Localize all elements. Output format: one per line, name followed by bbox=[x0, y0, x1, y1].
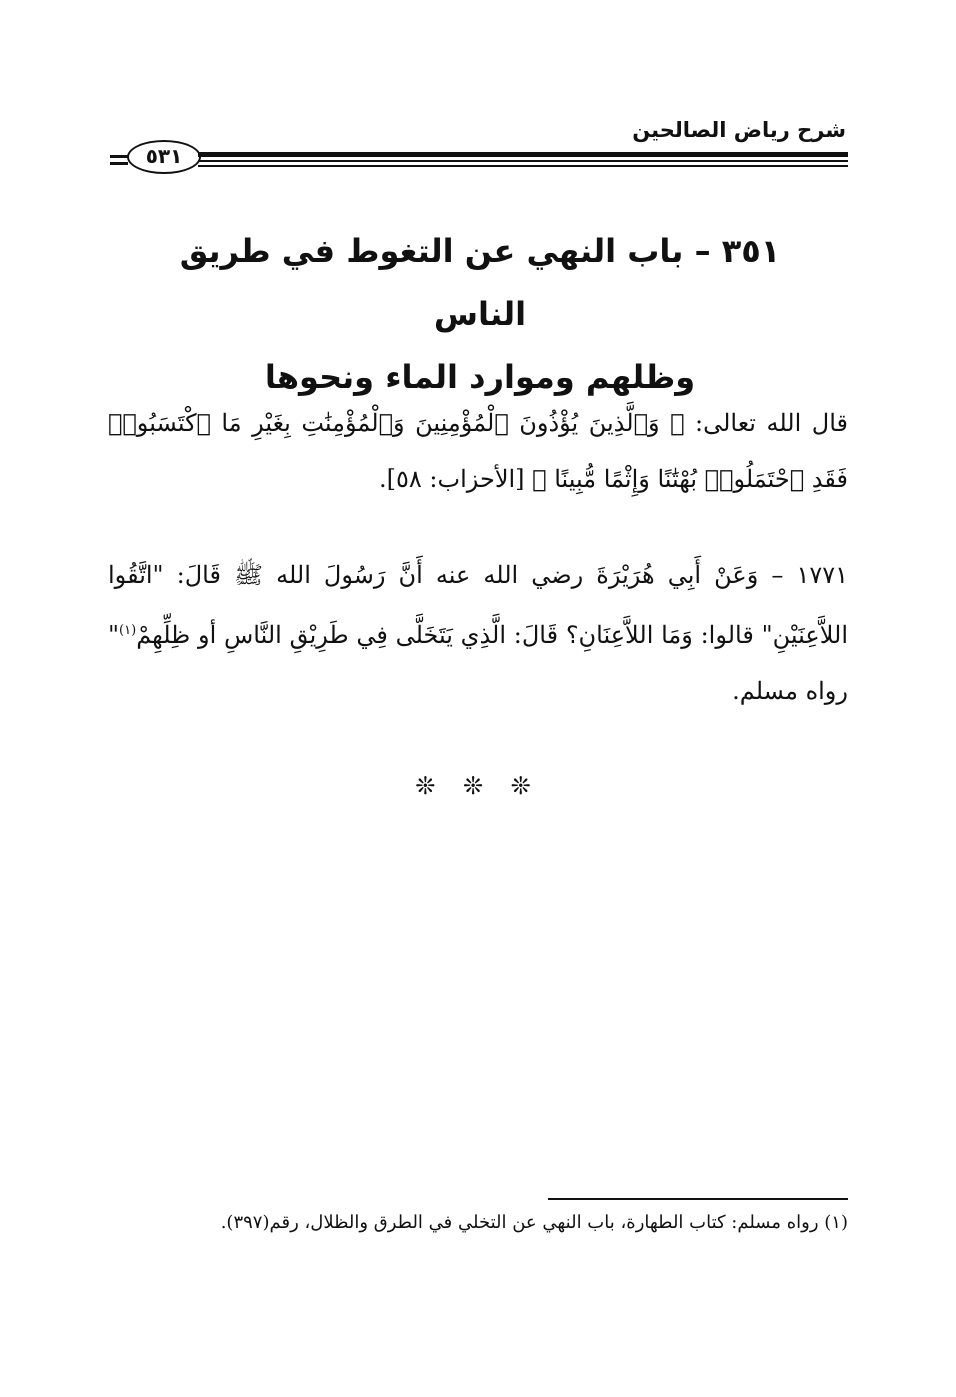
hadith-paragraph bbox=[108, 547, 848, 719]
hadith-text: ١٧٧١ – وَعَنْ أَبِي هُرَيْرَةَ رضي الله عنه أَنَّ رَسُولَ الله ﷺ قَالَ: "اتَّقُوا اللاَّعِنَيْنِ" قالوا: وَمَا اللاَّعِنَانِ؟ قَالَ: الَّذِي يَتَخَلَّى فِي طَرِيْقِ النَّاسِ أو ظِلِّهِمْ bbox=[108, 561, 848, 649]
header-dash bbox=[110, 155, 128, 158]
header-rule-thin bbox=[198, 160, 848, 162]
footnote-reference: (١) bbox=[119, 623, 137, 638]
chapter-title-line-1: ٣٥١ – باب النهي عن التغوط في طريق الناس bbox=[179, 232, 781, 333]
header-dash bbox=[110, 162, 128, 165]
footnote: (١) رواه مسلم: كتاب الطهارة، باب النهي عن التخلي في الطرق والظلال، رقم(٣٩٧). bbox=[220, 1212, 848, 1233]
section-separator: ❊ ❊ ❊ bbox=[415, 772, 541, 800]
header-rule-thick bbox=[198, 152, 848, 157]
page-number: ٥٣١ bbox=[127, 140, 201, 174]
chapter-title-line-2: وظلهم وموارد الماء ونحوها bbox=[264, 358, 696, 396]
header-rule-thin bbox=[198, 165, 848, 167]
quran-verse-paragraph: قال الله تعالى: ﴿ وَٱلَّذِينَ يُؤْذُونَ ٱلْمُؤْمِنِينَ وَٱلْمُؤْمِنَٰتِ بِغَيْرِ مَا ٱكْتَسَبُوا۟ فَقَدِ ٱحْتَمَلُوا۟ بُهْتَٰنًا وَإِثْمًا مُّبِينًا ﴾ [الأحزاب: ٥٨]. bbox=[108, 409, 848, 493]
book-title: شرح رياض الصالحين bbox=[632, 118, 846, 142]
chapter-title bbox=[150, 220, 810, 409]
hadith-attribution: " رواه مسلم. bbox=[108, 621, 848, 705]
footnote-rule bbox=[548, 1198, 848, 1200]
